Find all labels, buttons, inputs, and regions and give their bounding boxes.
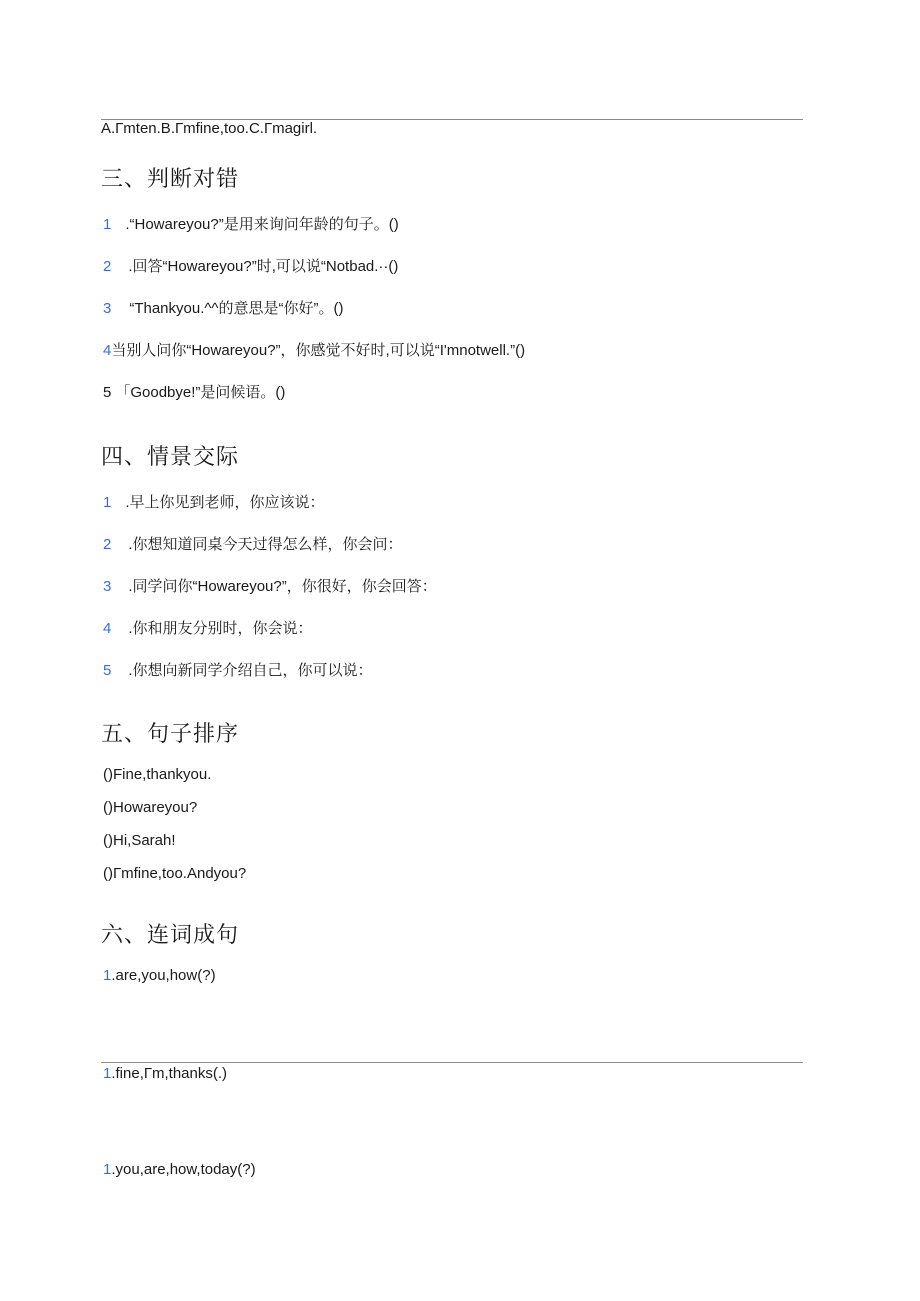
item-number: 1	[103, 1161, 112, 1178]
item-number: 4	[103, 342, 112, 359]
item-number: 4	[103, 620, 112, 637]
item-number: 1	[103, 216, 112, 233]
scene-item-5	[103, 661, 373, 681]
scene-item-1	[103, 493, 325, 513]
item-number: 2	[103, 536, 112, 553]
item-text: .you,are,how,today(?)	[111, 1161, 256, 1178]
order-item-1: ()Fine,thankyou.	[103, 766, 212, 783]
judge-item-5	[103, 383, 285, 403]
item-text: .你想知道同桌今天过得怎么样，你会问：	[128, 536, 403, 553]
item-text: .fine,Гm,thanks(.)	[111, 1065, 228, 1082]
judge-item-1	[103, 215, 399, 235]
item-number: 3	[103, 578, 112, 595]
section-6-title: 六、连词成句	[101, 922, 240, 947]
section-3-title: 三、判断对错	[101, 166, 240, 191]
item-text: 「Goodbye!”是问候语。()	[115, 384, 286, 401]
item-number: 1	[103, 494, 112, 511]
item-text: 当别人问你“Howareyou?”，你感觉不好时,可以说“I'mnotwell.”()	[111, 342, 526, 359]
item-number: 1	[103, 967, 112, 984]
item-number: 2	[103, 258, 112, 275]
item-text: .同学问你“Howareyou?”，你很好，你会回答：	[128, 578, 437, 595]
item-number: 1	[103, 1065, 112, 1082]
item-text: .“Howareyou?”是用来询问年龄的句子。()	[125, 216, 399, 233]
item-number: 5	[103, 662, 112, 679]
order-item-4: ()Гmfine,too.Andyou?	[103, 865, 247, 882]
section-4-title: 四、情景交际	[101, 444, 240, 469]
answer-line	[101, 1062, 803, 1063]
order-item-3: ()Hi,Sarah!	[103, 832, 176, 849]
item-number: 3	[103, 300, 112, 317]
item-number: 5	[103, 384, 112, 401]
scene-item-3	[103, 577, 437, 597]
scene-item-4	[103, 619, 313, 639]
sentence-item-2	[103, 1064, 227, 1084]
item-text: .回答“Howareyou?”时,可以说“Notbad.··()	[128, 258, 399, 275]
scene-item-2	[103, 535, 403, 555]
item-text: .are,you,how(?)	[111, 967, 216, 984]
sentence-item-1	[103, 966, 216, 986]
judge-item-2	[103, 257, 398, 277]
item-text: “Thankyou.^^的意思是“你好”。()	[129, 300, 344, 317]
judge-item-3	[103, 299, 343, 319]
answer-options: A.Гmten.B.Гmfine,too.C.Гmagirl.	[101, 120, 318, 137]
item-text: .你想向新同学介绍自己，你可以说：	[128, 662, 373, 679]
section-5-title: 五、句子排序	[101, 721, 240, 746]
item-text: .你和朋友分别时，你会说：	[128, 620, 313, 637]
sentence-item-3	[103, 1160, 256, 1180]
judge-item-4	[103, 341, 525, 361]
item-text: .早上你见到老师，你应该说：	[125, 494, 325, 511]
order-item-2: ()Howareyou?	[103, 799, 198, 816]
